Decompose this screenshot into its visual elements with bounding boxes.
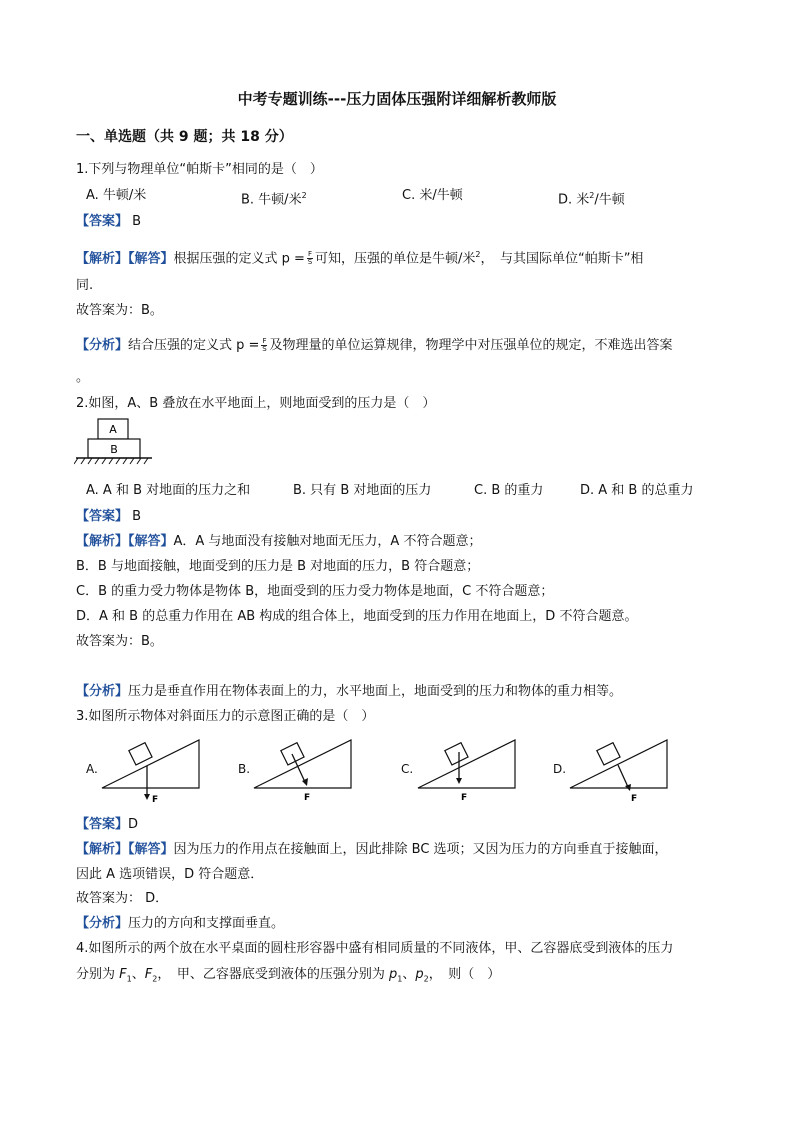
q2-analysis-1: 【解析】【解答】A．A 与地面没有接触对地面无压力，A 不符合题意；: [76, 534, 482, 549]
q1-option-c: C. 米/牛顿: [402, 188, 463, 203]
q3-option-c-figure: [416, 738, 518, 804]
q2-fenxi: 【分析】压力是垂直作用在物体表面上的力，水平地面上，地面受到的压力和物体的重力相等。: [76, 684, 623, 699]
block-a-label: A: [109, 423, 117, 436]
force-label: F: [631, 794, 638, 804]
incline: [570, 740, 667, 788]
q3-option-c-label: C.: [401, 762, 414, 776]
q2-stacked-blocks-figure: [74, 417, 154, 465]
q1-conclusion: 故答案为：B。: [76, 303, 163, 318]
q2-option-c: C. B 的重力: [474, 483, 544, 498]
page-title: 中考专题训练---压力固体压强附详细解析教师版: [237, 90, 557, 108]
q1-analysis-cont: 同.: [76, 278, 94, 293]
section-heading: 一、单选题（共 9 题；共 18 分）: [76, 129, 293, 145]
q1-formula-fraction: $\frac{F}{S}$: [307, 250, 313, 267]
q1-fenxi-cont: 。: [76, 370, 90, 385]
force-label: F: [461, 793, 468, 803]
box-on-incline: [597, 743, 620, 765]
q1-fenxi-fraction: $\frac{F}{S}$: [262, 337, 267, 353]
q2-option-a: A. A 和 B 对地面的压力之和: [86, 483, 251, 498]
q3-option-d-label: D.: [553, 762, 567, 776]
block-b-label: B: [110, 443, 118, 456]
q3-stem: 3.如图所示物体对斜面压力的示意图正确的是（ ）: [76, 709, 375, 724]
incline: [102, 740, 199, 788]
box-on-incline: [445, 743, 468, 765]
q2-answer: 【答案】 B: [76, 509, 142, 524]
q2-stem: 2.如图，A、B 叠放在水平地面上，则地面受到的压力是（ ）: [76, 396, 436, 411]
q1-analysis: 【解析】【解答】根据压强的定义式 p = $\frac{F}{S}$ 可知，压强的单位是牛顿/米$^2$， 与其国际单位“帕斯卡”相: [76, 250, 644, 267]
q1-fenxi: 【分析】结合压强的定义式 p = $\frac{F}{S}$ 及物理量的单位运算规律，物理学中对压强单位的规定，不难选出答案: [76, 337, 673, 353]
q3-option-d-figure: [568, 738, 670, 804]
q3-analysis-2: 因此 A 选项错误，D 符合题意．: [76, 867, 264, 882]
q3-answer: 【答案】D: [76, 817, 139, 832]
q2-option-b: B. 只有 B 对地面的压力: [293, 483, 432, 498]
q3-option-b-figure: [252, 738, 354, 804]
q1-option-a: A. 牛顿/米: [86, 188, 147, 203]
q3-fenxi: 【分析】压力的方向和支撑面垂直。: [76, 916, 285, 931]
q3-option-a-figure: [100, 738, 202, 804]
box-on-incline: [129, 743, 152, 765]
q2-conclusion: 故答案为：B。: [76, 634, 163, 649]
incline: [418, 740, 515, 788]
q2-analysis-2: B．B 与地面接触，地面受到的压力是 B 对地面的压力，B 符合题意；: [76, 559, 480, 574]
ground-hatching: [74, 458, 148, 464]
q1-stem: 1.下列与物理单位“帕斯卡”相同的是（ ）: [76, 162, 323, 177]
q1-option-d: D. 米$^2$/牛顿: [558, 191, 625, 208]
q2-analysis-3: C．B 的重力受力物体是物体 B，地面受到的压力受力物体是地面，C 不符合题意；: [76, 584, 554, 599]
q4-stem-cont: 分别为 $F_1$、$F_2$， 甲、乙容器底受到液体的压强分别为 $p_1$、$p_2$， 则（ ）: [76, 967, 501, 984]
q2-analysis-4: D．A 和 B 的总重力作用在 AB 构成的组合体上，地面受到的压力作用在地面上，D 不符合题意。: [76, 609, 638, 624]
force-label: F: [152, 795, 159, 804]
q1-option-b: B. 牛顿/米$^2$: [241, 191, 307, 208]
force-arrow-head: [144, 794, 150, 800]
force-label: F: [304, 793, 311, 803]
q3-conclusion: 故答案为： D．: [76, 891, 169, 906]
q3-analysis-1: 【解析】【解答】因为压力的作用点在接触面上，因此排除 BC 选项；又因为压力的方向垂直于接触面，: [76, 842, 668, 857]
q2-option-d: D. A 和 B 的总重力: [580, 483, 694, 498]
q3-option-b-label: B.: [238, 762, 251, 776]
q4-stem: 4.如图所示的两个放在水平桌面的圆柱形容器中盛有相同质量的不同液体，甲、乙容器底受到液体的压力: [76, 941, 674, 956]
q1-answer: 【答案】 B: [76, 214, 142, 229]
q3-option-a-label: A.: [86, 762, 98, 776]
